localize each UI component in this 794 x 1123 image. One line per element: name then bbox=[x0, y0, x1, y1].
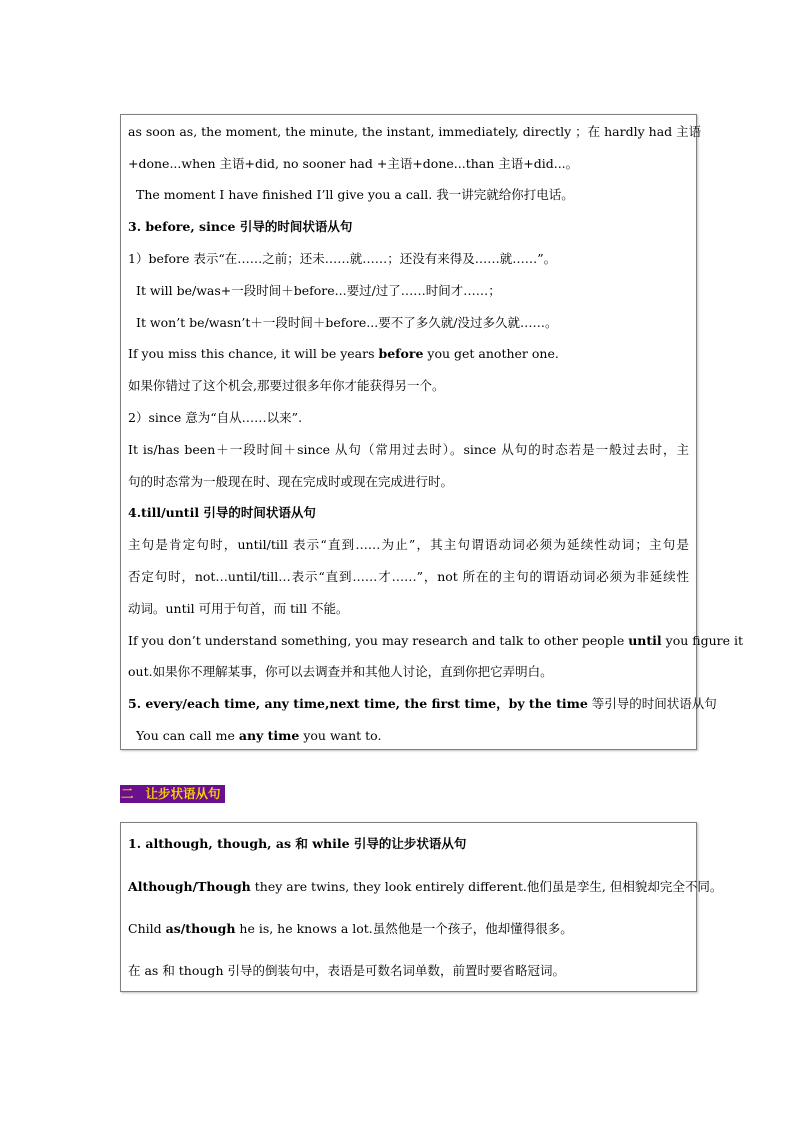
example-sentence bbox=[128, 921, 689, 937]
text-span: If you don’t understand something, you may research and talk to other people bbox=[128, 633, 629, 648]
translation-line: 如果你错过了这个机会,那要过很多年你才能获得另一个。 bbox=[128, 378, 445, 393]
example-sentence bbox=[128, 879, 723, 895]
text-line: +done...when 主语+did, no sooner had +主语+done...than 主语+did...。 bbox=[128, 156, 579, 171]
example-sentence bbox=[128, 346, 689, 362]
example-sentence: The moment I have finished I’ll give you a call. 我一讲完就给你打电话。 bbox=[136, 187, 574, 202]
text-line: 主句是肯定句时，until/till 表示“直到……为止”，其主句谓语动词必须为延续性动词；主句是 bbox=[128, 537, 689, 552]
heading-before-since: 3. before, since 引导的时间状语从句 bbox=[128, 219, 353, 234]
pattern-line: It will be/was+一段时间＋before...要过/过了……时间才……； bbox=[136, 283, 501, 298]
keyword-as-though: as/though bbox=[165, 921, 236, 936]
heading-although-though: 1. although, though, as 和 while 引导的让步状语从句 bbox=[128, 836, 467, 851]
text-line: It is/has been＋一段时间＋since 从句（常用过去时）。since 从句的时态若是一般过去时，主 bbox=[128, 442, 689, 457]
text-span: Child bbox=[128, 921, 166, 936]
section-title-text: 让步状语从句 bbox=[145, 786, 221, 801]
translation-line: out.如果你不理解某事，你可以去调查并和其他人讨论，直到你把它弄明白。 bbox=[128, 664, 553, 679]
text-line: 动词。until 可用于句首，而 till 不能。 bbox=[128, 601, 349, 616]
text-span: they are twins, they look entirely different.他们虽是孪生, 但相貌却完全不同。 bbox=[250, 879, 723, 894]
text-line: 在 as 和 though 引导的倒装句中，表语是可数名词单数，前置时要省略冠词。 bbox=[128, 963, 565, 978]
keyword-until: until bbox=[628, 633, 662, 648]
text-span: If you miss this chance, it will be years bbox=[128, 346, 379, 361]
text-line: 句的时态常为一般现在时、现在完成时或现在完成进行时。 bbox=[128, 474, 454, 489]
text-span: he is, he knows a lot.虽然他是一个孩子，他却懂得很多。 bbox=[235, 921, 573, 936]
keyword-although-though: Although/Though bbox=[128, 879, 251, 894]
heading-plain-part: 等引导的时间状语从句 bbox=[587, 696, 717, 711]
text-line: 否定句时，not…until/till…表示“直到……才……”，not 所在的主句的谓语动词必须为非延续性 bbox=[128, 569, 689, 584]
text-line: as soon as, the moment, the minute, the instant, immediately, directly ；在 hardly had 主语 bbox=[128, 124, 702, 139]
heading-till-until: 4.till/until 引导的时间状语从句 bbox=[128, 505, 316, 520]
keyword-before: before bbox=[378, 346, 424, 361]
example-sentence bbox=[136, 728, 689, 744]
text-line: 1）before 表示“在……之前；还未……就……；还没有来得及……就……”。 bbox=[128, 251, 557, 266]
keyword-any-time: any time bbox=[238, 728, 300, 743]
content-box-time-clauses bbox=[120, 114, 743, 750]
text-span: you figure it bbox=[661, 633, 743, 648]
section-title-concession bbox=[120, 785, 225, 803]
content-box-concession-clauses bbox=[120, 822, 723, 992]
text-span: you want to. bbox=[299, 728, 382, 743]
pattern-line: It won’t be/wasn’t＋一段时间＋before...要不了多久就/没过多久就……。 bbox=[136, 315, 558, 330]
text-span: you get another one. bbox=[423, 346, 559, 361]
example-sentence bbox=[128, 633, 743, 649]
text-line: 2）since 意为“自从……以来”. bbox=[128, 410, 303, 425]
heading-every-time bbox=[128, 696, 717, 712]
text-span: You can call me bbox=[136, 728, 239, 743]
section-number: 二 bbox=[121, 786, 134, 801]
heading-bold-part: 5. every/each time, any time,next time, the first time，by the time bbox=[128, 696, 588, 711]
